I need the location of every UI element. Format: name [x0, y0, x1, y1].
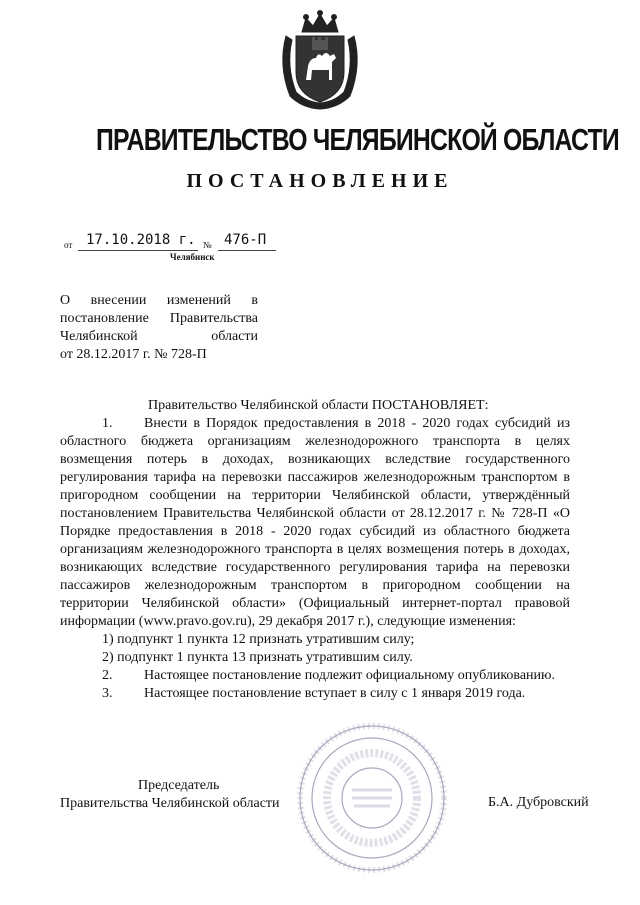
number-underline — [218, 250, 276, 251]
paragraph-number: 2. — [102, 668, 113, 683]
subject-line: от 28.12.2017 г. № 728-П — [60, 347, 207, 362]
subparagraph-2: 2) подпункт 1 пункта 13 признать утратившим силу. — [102, 650, 413, 665]
paragraph-1 — [60, 415, 570, 631]
subject-block — [60, 292, 258, 364]
government-title: ПРАВИТЕЛЬСТВО ЧЕЛЯБИНСКОЙ ОБЛАСТИ — [96, 122, 619, 157]
subject-line: О внесении изменений в — [60, 293, 258, 308]
signatory-title-line: Правительства Челябинской области — [60, 796, 280, 811]
document-number: 476-П — [224, 232, 267, 248]
paragraph-text: Внести в Порядок предоставления в 2018 - 2020 годах субсидий из областного бюджета организациям железнодорожного транспорта в целях возмещения потерь в доходах, возникающих вследствие государственного регулирования тарифа на перевозки пассажиров железнодорожным транспортом в пригородном сообщении на территории Челябинской области, утверждённый постановлением Правительства Челябинской области от 28.12.2017 г. № 728-П «О Порядке предоставления в 2018 - 2020 годах субсидий из областного бюджета организациям железнодорожного транспорта в целях возмещения потерь в доходах, возникающих вследствие государственного регулирования тарифа на перевозки пассажиров железнодорожным транспортом в пригородном сообщении на территории Челябинской области» (Официальный интернет-портал правовой информации (www.pravo.gov.ru), 29 декабря 2017 г.), следующие изменения: — [60, 416, 570, 629]
subparagraph-1: 1) подпункт 1 пункта 12 признать утратившим силу; — [102, 632, 415, 647]
paragraph-3 — [60, 685, 570, 703]
official-seal-icon — [296, 722, 448, 874]
paragraph-number: 1. — [102, 416, 113, 431]
signatory-title — [60, 777, 300, 813]
document-type: ПОСТАНОВЛЕНИЕ — [186, 170, 454, 192]
city-label: Челябинск — [170, 252, 215, 262]
number-label: № — [203, 240, 212, 250]
chelyabinsk-coat-of-arms-icon — [272, 10, 368, 110]
subject-line: Челябинской области — [60, 329, 258, 344]
preamble: Правительство Челябинской области ПОСТАНОВЛЯЕТ: — [148, 398, 489, 413]
paragraph-text: Настоящее постановление подлежит официальному опубликованию. — [144, 668, 555, 683]
document-body — [60, 397, 570, 703]
subject-line: постановление Правительства — [60, 311, 258, 326]
date-underline — [78, 250, 198, 251]
paragraph-2 — [60, 667, 570, 685]
signatory-title-line: Председатель — [138, 778, 220, 793]
document-date: 17.10.2018 г. — [86, 232, 196, 248]
signatory-name: Б.А. Дубровский — [488, 795, 589, 810]
paragraph-text: Настоящее постановление вступает в силу с 1 января 2019 года. — [144, 686, 526, 701]
paragraph-number: 3. — [102, 686, 113, 701]
from-label: от — [64, 240, 73, 250]
